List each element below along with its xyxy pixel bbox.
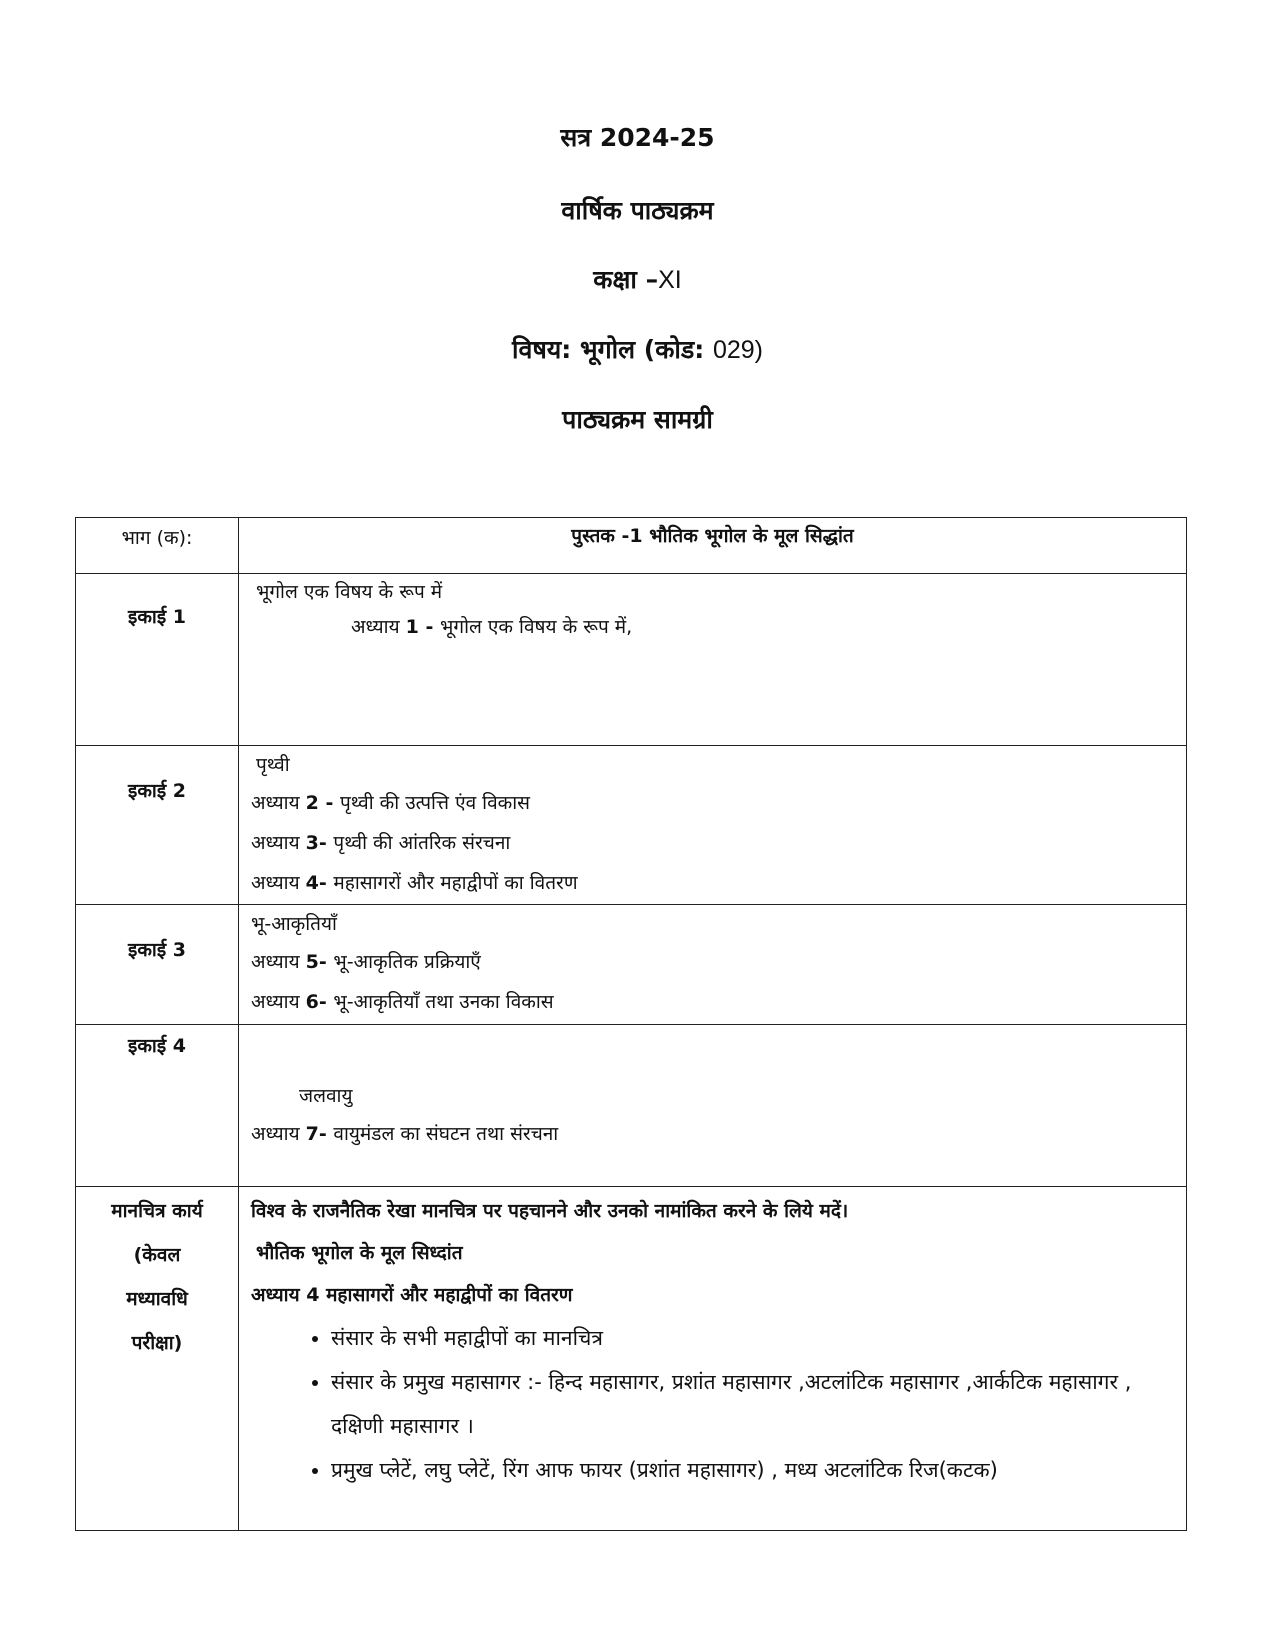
part-label: भाग (क): xyxy=(76,518,239,574)
unit-label: इकाई 3 xyxy=(127,939,186,961)
unit-content xyxy=(239,905,1187,1025)
unit-cell xyxy=(76,746,239,905)
list-item: • संसार के सभी महाद्वीपों का मानचित्र xyxy=(331,1316,1185,1360)
unit-content xyxy=(239,1025,1187,1187)
chapter-number: 3- xyxy=(305,832,334,854)
chapter-number: 1 - xyxy=(405,616,441,638)
map-work-intro: विश्व के राजनैतिक रेखा मानचित्र पर पहचानने और उनको नामांकित करने के लिये मदें। xyxy=(251,1200,849,1222)
unit-topic: भूगोल एक विषय के रूप में xyxy=(256,581,443,603)
unit-cell xyxy=(76,1025,239,1187)
chapter-text: महासागरों और महाद्वीपों का वितरण xyxy=(333,872,578,894)
table-header-row xyxy=(76,518,1187,574)
chapter-number: 5- xyxy=(305,951,334,973)
table-row xyxy=(76,1025,1187,1187)
chapter-line xyxy=(251,942,1185,982)
subject-code: 029) xyxy=(712,336,764,364)
chapter-line xyxy=(251,783,1185,823)
chapter-text: भूगोल एक विषय के रूप में, xyxy=(440,616,633,638)
unit-label: इकाई 4 xyxy=(127,1035,186,1057)
unit-label: इकाई 2 xyxy=(127,780,186,802)
chapter-line xyxy=(251,823,1185,863)
chapter-line xyxy=(251,863,1185,903)
chapter-number: 2 - xyxy=(305,792,341,814)
unit-content xyxy=(239,746,1187,905)
map-work-book: भौतिक भूगोल के मूल सिध्दांत xyxy=(256,1242,463,1264)
chapter-prefix: अध्याय xyxy=(251,951,306,973)
chapter-text: पृथ्वी की आंतरिक संरचना xyxy=(333,832,511,854)
unit-cell xyxy=(76,905,239,1025)
material-heading: पाठ्यक्रम सामग्री xyxy=(562,405,713,434)
chapter-number: 6- xyxy=(305,991,334,1013)
chapter-prefix: अध्याय xyxy=(251,991,306,1013)
class-heading xyxy=(0,262,1275,296)
chapter-text: पृथ्वी की उत्पत्ति एंव विकास xyxy=(340,792,531,814)
unit-content xyxy=(239,574,1187,746)
chapter-text: वायुमंडल का संघटन तथा संरचना xyxy=(333,1123,559,1145)
chapter-line xyxy=(251,609,1185,645)
chapter-prefix: अध्याय xyxy=(251,792,306,814)
subject-prefix: विषय: भूगोल (कोड: xyxy=(511,335,713,364)
map-work-label: (केवल xyxy=(133,1244,181,1266)
syllabus-table xyxy=(75,517,1187,1531)
chapter-line xyxy=(251,982,1185,1022)
book-title: पुस्तक -1 भौतिक भूगोल के मूल सिद्धांत xyxy=(239,518,1187,574)
list-item: • संसार के प्रमुख महासागर :- हिन्द महासागर, प्रशांत महासागर ,अटलांटिक महासागर ,आर्कटिक महासागर , दक्षिणी महासागर । xyxy=(331,1360,1185,1448)
chapter-number: 4- xyxy=(305,872,334,894)
unit-topic: पृथ्वी xyxy=(256,754,290,776)
chapter-prefix: अध्याय xyxy=(251,832,306,854)
table-row xyxy=(76,1187,1187,1531)
map-work-content xyxy=(239,1187,1187,1531)
chapter-prefix: अध्याय xyxy=(251,1123,306,1145)
map-items-list xyxy=(251,1316,1185,1492)
map-work-label: परीक्षा) xyxy=(131,1332,183,1354)
class-prefix: कक्षा – xyxy=(593,265,659,294)
syllabus-title: वार्षिक पाठ्यक्रम xyxy=(561,196,714,225)
map-work-chapter: अध्याय 4 महासागरों और महाद्वीपों का वितरण xyxy=(251,1284,573,1306)
map-work-label: मध्यावधि xyxy=(126,1288,188,1310)
table-row xyxy=(76,905,1187,1025)
chapter-prefix: अध्याय xyxy=(351,616,406,638)
map-work-cell xyxy=(76,1187,239,1531)
chapter-text: भू-आकृतिक प्रक्रियाएँ xyxy=(333,951,481,973)
session-heading: सत्र 2024-25 xyxy=(560,123,715,152)
chapter-line xyxy=(251,1114,1185,1154)
subject-heading xyxy=(0,332,1275,366)
class-value: XI xyxy=(658,266,682,294)
map-work-label: मानचित्र कार्य xyxy=(111,1200,203,1222)
unit-cell xyxy=(76,574,239,746)
list-item: • प्रमुख प्लेटें, लघु प्लेटें, रिंग आफ फायर (प्रशांत महासागर) , मध्य अटलांटिक रिज(कटक) xyxy=(331,1448,1185,1492)
chapter-number: 7- xyxy=(305,1123,334,1145)
unit-topic: भू-आकृतियाँ xyxy=(251,913,337,935)
unit-topic: जलवायु xyxy=(299,1085,353,1107)
unit-label: इकाई 1 xyxy=(127,606,186,628)
chapter-text: भू-आकृतियाँ तथा उनका विकास xyxy=(333,991,554,1013)
table-row xyxy=(76,746,1187,905)
table-row xyxy=(76,574,1187,746)
chapter-prefix: अध्याय xyxy=(251,872,306,894)
